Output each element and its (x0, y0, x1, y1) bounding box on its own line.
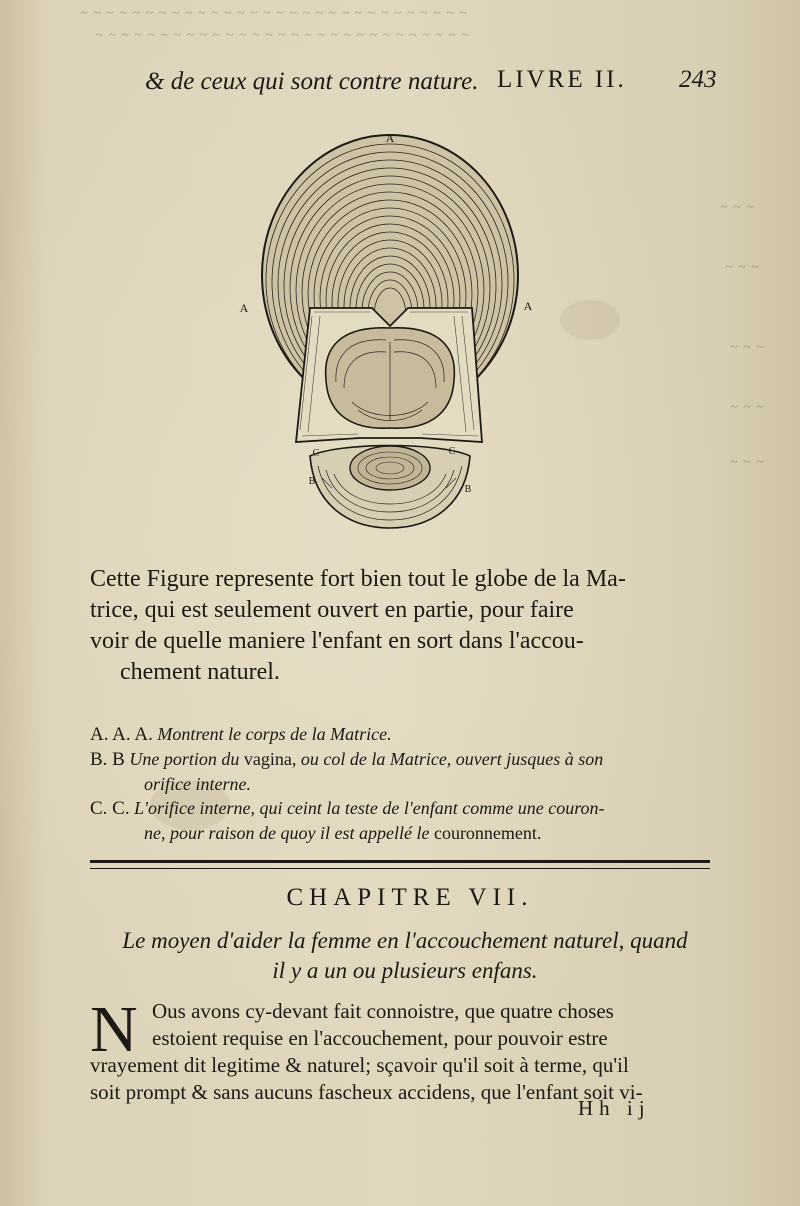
figure-label-c-right: C (448, 446, 456, 457)
bleed-through-text: ~ ~ ~ (730, 400, 765, 415)
book-label: LIVRE II. (497, 66, 627, 93)
figure-label-b-left: B (308, 476, 316, 487)
page-number: 243 (679, 66, 717, 93)
bleed-through-text: ~ ~ ~ ~ ~ ~ ~ ~ ~ ~ ~ ~ ~ ~ ~ ~ ~ ~ ~ ~ ~ ~ ~ ~ ~ ~ ~ ~ ~ (95, 28, 470, 43)
caption-line: Cette Figure represente fort bien tout le globe de la Ma- (90, 566, 626, 592)
legend-text: Montrent le corps de la Matrice. (157, 724, 392, 744)
running-header (145, 62, 725, 98)
legend-key: B. B (90, 749, 125, 770)
drop-cap: N (90, 993, 138, 1066)
bleed-through-text: ~ ~ ~ (720, 200, 755, 215)
legend-key: C. C. (90, 798, 130, 819)
signature-mark: Hh ij (578, 1096, 651, 1120)
legend-term: couronnement. (433, 823, 542, 843)
body-line: soit prompt & sans aucuns fascheux accidens, que l'enfant soit vi- (90, 1080, 643, 1104)
body-line: Ous avons cy-devant fait connoistre, que quatre choses (152, 999, 614, 1023)
figure-label-b-right: B (464, 484, 472, 495)
figure-label-c-left: C (312, 448, 320, 459)
legend-row-a (90, 722, 730, 747)
legend-continuation: orifice interne. (144, 774, 251, 794)
figure-caption (90, 564, 730, 688)
figure-legend (90, 722, 730, 845)
running-title: & de ceux qui sont contre nature. (145, 68, 479, 95)
bleed-through-text: ~ ~ ~ (730, 455, 765, 470)
legend-text: ne, pour raison de quoy il est appellé le (144, 823, 430, 843)
figure-label-top: A (385, 131, 395, 145)
legend-key: A. A. A. (90, 724, 153, 745)
subtitle-line: il y a un ou plusieurs enfans. (272, 958, 538, 983)
caption-line: voir de quelle maniere l'enfant en sort dans l'accou- (90, 628, 584, 654)
caption-line: trice, qui est seulement ouvert en partie, pour faire (90, 597, 574, 623)
body-text (90, 993, 730, 1106)
bleed-through-text: ~ ~ ~ (730, 340, 765, 355)
legend-text: Une portion du (129, 749, 240, 769)
legend-continuation (90, 821, 730, 845)
body-line: vrayement dit legitime & naturel; sçavoir qu'il soit à terme, qu'il (90, 1053, 629, 1077)
legend-text: L'orifice interne, qui ceint la teste de l'enfant comme une couron- (134, 798, 605, 818)
figure-label-right: A (523, 299, 533, 313)
figure-label-left: A (239, 301, 249, 315)
legend-text: ou col de la Matrice, ouvert jusques à son (300, 749, 604, 769)
bleed-through-text: ~ ~ ~ (725, 260, 760, 275)
caption-line: chement naturel. (120, 659, 280, 685)
bleed-through-text: ~ ~ ~ ~ ~ ~ ~ ~ ~ ~ ~ ~ ~ ~ ~ ~ ~ ~ ~ ~ ~ ~ ~ ~ ~ ~ ~ ~ ~ ~ (80, 6, 468, 21)
chapter-subtitle (90, 926, 720, 986)
section-rule (90, 860, 710, 863)
section-rule-thin (90, 868, 710, 869)
paper-stain (560, 300, 620, 340)
subtitle-line: Le moyen d'aider la femme en l'accouchement naturel, quand (122, 928, 688, 953)
legend-row-c (90, 796, 730, 821)
legend-row-b (90, 747, 730, 772)
legend-term: vagina, (243, 749, 297, 769)
engraving-svg (230, 130, 550, 540)
chapter-title: CHAPITRE VII. (286, 884, 534, 911)
anatomical-engraving (230, 130, 550, 540)
body-line: estoient requise en l'accouchement, pour pouvoir estre (152, 1026, 608, 1050)
